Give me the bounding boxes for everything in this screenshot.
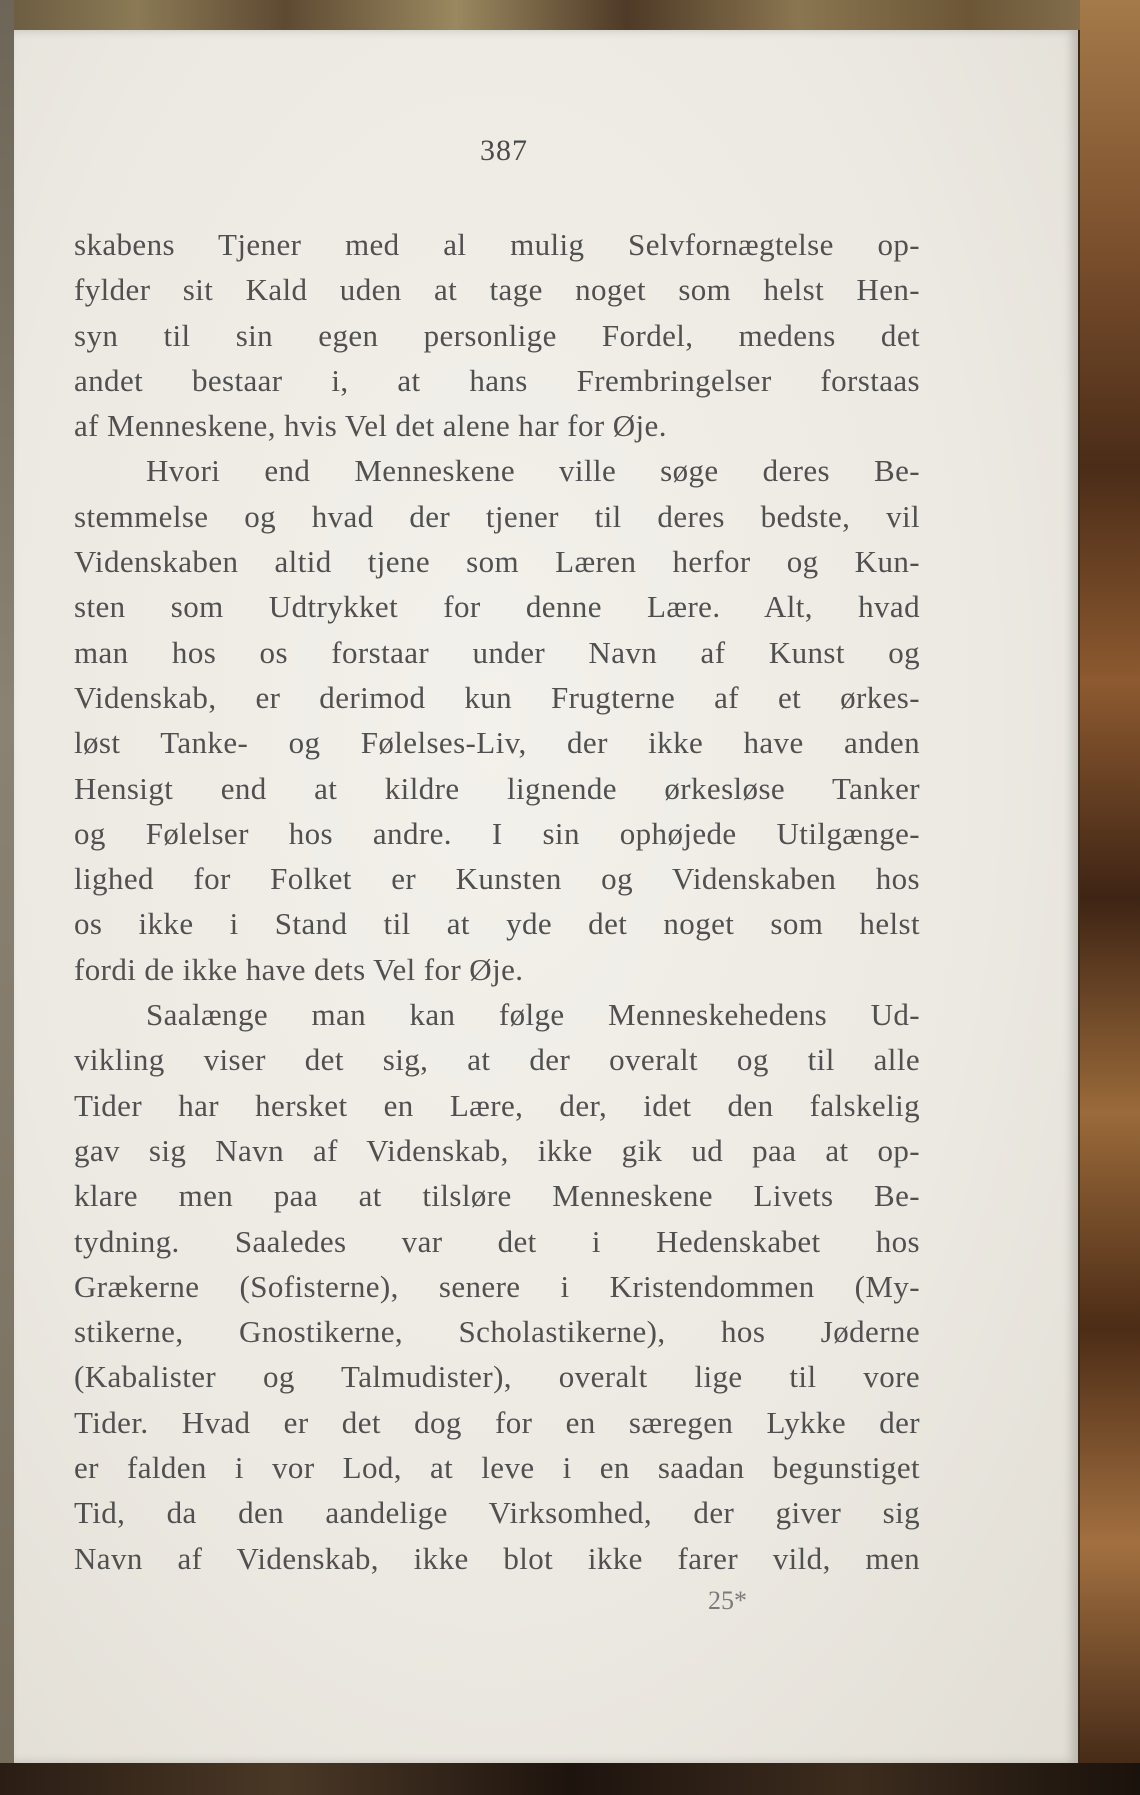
book-page bbox=[14, 30, 1078, 1763]
text-line: og Følelser hos andre. I sin ophøjede Utilgænge- bbox=[74, 815, 920, 851]
text-line: Navn af Videnskab, ikke blot ikke farer vild, men bbox=[74, 1540, 920, 1576]
text-line: vikling viser det sig, at der overalt og til alle bbox=[74, 1042, 920, 1078]
right-cover-edge bbox=[1080, 0, 1140, 1795]
text-line: lighed for Folket er Kunsten og Videnskaben hos bbox=[74, 861, 920, 897]
text-line: os ikke i Stand til at yde det noget som helst bbox=[74, 906, 920, 942]
text-line: tydning. Saaledes var det i Hedenskabet hos bbox=[74, 1223, 920, 1259]
bottom-page-edge bbox=[0, 1763, 1140, 1795]
text-line: stemmelse og hvad der tjener til deres bedste, vil bbox=[74, 498, 920, 534]
text-line: Grækerne (Sofisterne), senere i Kristendommen (My- bbox=[74, 1268, 920, 1304]
text-line: er falden i vor Lod, at leve i en saadan begunstiget bbox=[74, 1450, 920, 1486]
text-line: fordi de ikke have dets Vel for Øje. bbox=[74, 951, 524, 987]
text-line: gav sig Navn af Videnskab, ikke gik ud paa at op- bbox=[74, 1132, 920, 1168]
text-line: skabens Tjener med al mulig Selvfornægtelse op- bbox=[74, 227, 920, 262]
text-line: andet bestaar i, at hans Frembringelser forstaas bbox=[74, 362, 920, 398]
text-line: Hensigt end at kildre lignende ørkesløse Tanker bbox=[74, 770, 920, 806]
text-line: Tider har hersket en Lære, der, idet den falskelig bbox=[74, 1087, 920, 1123]
text-line: fylder sit Kald uden at tage noget som helst Hen- bbox=[74, 272, 920, 308]
text-line: Tid, da den aandelige Virksomhed, der giver sig bbox=[74, 1495, 920, 1531]
text-line: man hos os forstaar under Navn af Kunst og bbox=[74, 634, 920, 670]
text-line: stikerne, Gnostikerne, Scholastikerne), hos Jøderne bbox=[74, 1314, 920, 1350]
text-line: af Menneskene, hvis Vel det alene har for Øje. bbox=[74, 408, 667, 444]
text-line: (Kabalister og Talmudister), overalt lige til vore bbox=[74, 1359, 920, 1395]
text-line: Videnskaben altid tjene som Læren herfor og Kun- bbox=[74, 544, 920, 580]
text-line: sten som Udtrykket for denne Lære. Alt, hvad bbox=[74, 589, 920, 625]
signature-mark: 25* bbox=[708, 1586, 747, 1615]
text-line: løst Tanke- og Følelses-Liv, der ikke have anden bbox=[74, 725, 920, 761]
text-line: Tider. Hvad er det dog for en særegen Lykke der bbox=[74, 1404, 920, 1440]
text-line: klare men paa at tilsløre Menneskene Livets Be- bbox=[74, 1178, 920, 1214]
left-binding-edge bbox=[0, 0, 14, 1795]
page-body-text bbox=[74, 222, 920, 1581]
text-line: Saalænge man kan følge Menneskehedens Ud- bbox=[146, 997, 920, 1033]
top-page-edge bbox=[0, 0, 1140, 30]
text-line: Hvori end Menneskene ville søge deres Be- bbox=[146, 453, 920, 489]
text-line: syn til sin egen personlige Fordel, medens det bbox=[74, 317, 920, 353]
text-line: Videnskab, er derimod kun Frugterne af et ørkes- bbox=[74, 679, 920, 715]
page-number: 387 bbox=[480, 134, 528, 167]
